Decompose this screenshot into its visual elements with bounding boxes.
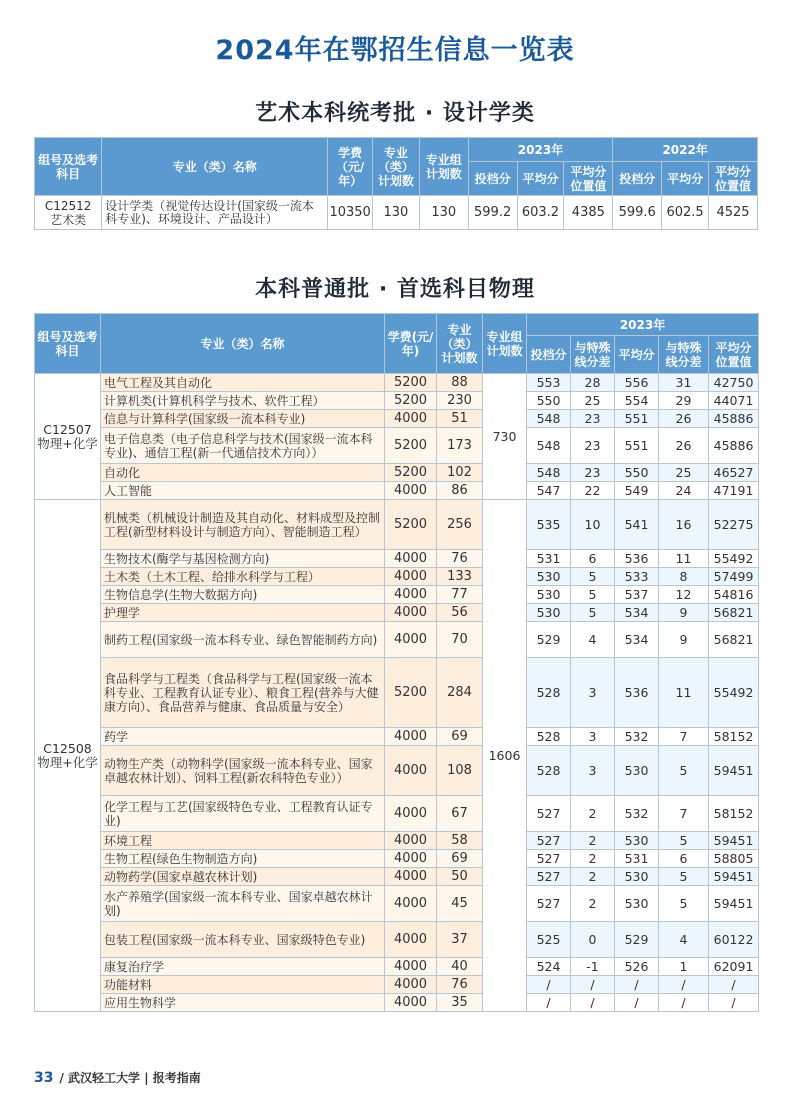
plan: 88 — [437, 374, 483, 392]
score-d1: -1 — [571, 958, 615, 976]
header-group-plan: 专业组计划数 — [483, 314, 527, 374]
score-t: 528 — [527, 746, 571, 796]
plan: 40 — [437, 958, 483, 976]
fee: 4000 — [385, 958, 437, 976]
score-t: / — [527, 994, 571, 1012]
table-row — [35, 410, 759, 428]
group-plan: 130 — [419, 196, 468, 230]
major-name: 动物药学(国家卓越农林计划) — [101, 868, 385, 886]
major-name: 应用生物科学 — [101, 994, 385, 1012]
score-d1: 5 — [571, 586, 615, 604]
score-d1: / — [571, 994, 615, 1012]
score-d1: 2 — [571, 796, 615, 832]
score-a: 537 — [615, 586, 659, 604]
header-group-plan: 专业组计划数 — [419, 138, 468, 196]
group-code: C12512 艺术类 — [35, 196, 102, 230]
score-d2: 16 — [659, 500, 709, 550]
table-row — [35, 850, 759, 868]
fee: 4000 — [385, 482, 437, 500]
score-p: 59451 — [709, 832, 759, 850]
score-d2: 26 — [659, 428, 709, 464]
major-name: 电子信息类（电子信息科学与技术(国家级一流本科专业)、通信工程(新一代通信技术方向）） — [101, 428, 385, 464]
toudang-2023: 599.2 — [468, 196, 517, 230]
header-plan: 专业（类）计划数 — [437, 314, 483, 374]
score-t: 524 — [527, 958, 571, 976]
table-row — [35, 976, 759, 994]
group-code: C12508 物理+化学 — [35, 500, 101, 1012]
score-p: 45886 — [709, 410, 759, 428]
page-footer — [34, 1069, 201, 1086]
header-diff1: 与特殊线分差 — [571, 336, 615, 374]
physics-admission-table — [34, 313, 759, 1012]
table-row — [35, 482, 759, 500]
score-a: 551 — [615, 428, 659, 464]
score-a: 541 — [615, 500, 659, 550]
score-d1: 3 — [571, 658, 615, 728]
score-d2: 1 — [659, 958, 709, 976]
major-name: 化学工程与工艺(国家级特色专业、工程教育认证专业) — [101, 796, 385, 832]
fee: 4000 — [385, 850, 437, 868]
major-name: 人工智能 — [101, 482, 385, 500]
table2-body — [35, 374, 759, 1012]
table-row — [35, 500, 759, 550]
score-d1: 2 — [571, 886, 615, 922]
score-p: 54816 — [709, 586, 759, 604]
header-year-2022: 2022年 — [613, 138, 758, 162]
score-a: 530 — [615, 868, 659, 886]
score-d1: 10 — [571, 500, 615, 550]
header-avgpos: 平均分位置值 — [709, 336, 759, 374]
score-a: 534 — [615, 622, 659, 658]
score-a: 554 — [615, 392, 659, 410]
major-name: 护理学 — [101, 604, 385, 622]
plan: 76 — [437, 976, 483, 994]
fee: 4000 — [385, 568, 437, 586]
plan: 58 — [437, 832, 483, 850]
table-row — [35, 994, 759, 1012]
score-a: 529 — [615, 922, 659, 958]
score-d2: 5 — [659, 832, 709, 850]
plan: 70 — [437, 622, 483, 658]
fee: 4000 — [385, 922, 437, 958]
header-diff2: 与特殊线分差 — [659, 336, 709, 374]
score-a: / — [615, 976, 659, 994]
fee: 4000 — [385, 832, 437, 850]
score-p: 62091 — [709, 958, 759, 976]
score-p: 60122 — [709, 922, 759, 958]
table-row — [35, 658, 759, 728]
score-a: 549 — [615, 482, 659, 500]
avgpos-2023: 4385 — [564, 196, 613, 230]
score-p: 58152 — [709, 728, 759, 746]
fee: 5200 — [385, 500, 437, 550]
score-a: 550 — [615, 464, 659, 482]
score-t: 527 — [527, 832, 571, 850]
table1-title: 艺术本科统考批 · 设计学类 — [255, 101, 535, 126]
score-t: 550 — [527, 392, 571, 410]
score-d2: 11 — [659, 658, 709, 728]
major-name: 康复治疗学 — [101, 958, 385, 976]
header-group: 组号及选考科目 — [35, 314, 101, 374]
plan: 108 — [437, 746, 483, 796]
score-p: / — [709, 976, 759, 994]
header-avgpos-2022: 平均分位置值 — [708, 162, 757, 196]
plan: 56 — [437, 604, 483, 622]
score-a: / — [615, 994, 659, 1012]
major-name: 信息与计算科学(国家级一流本科专业) — [101, 410, 385, 428]
fee: 4000 — [385, 886, 437, 922]
table-row — [35, 586, 759, 604]
header-group: 组号及选考科目 — [35, 138, 102, 196]
plan: 67 — [437, 796, 483, 832]
score-t: 529 — [527, 622, 571, 658]
major-name: 土木类（土木工程、给排水科学与工程） — [101, 568, 385, 586]
score-t: 535 — [527, 500, 571, 550]
table-row — [35, 868, 759, 886]
score-d1: 28 — [571, 374, 615, 392]
score-a: 536 — [615, 550, 659, 568]
score-a: 556 — [615, 374, 659, 392]
score-p: 52275 — [709, 500, 759, 550]
score-d2: 11 — [659, 550, 709, 568]
score-t: 527 — [527, 796, 571, 832]
plan: 230 — [437, 392, 483, 410]
score-d2: 31 — [659, 374, 709, 392]
score-d2: 5 — [659, 746, 709, 796]
table-row — [35, 728, 759, 746]
header-plan: 专业（类）计划数 — [373, 138, 420, 196]
score-p: 59451 — [709, 746, 759, 796]
score-d1: 3 — [571, 746, 615, 796]
score-d1: 0 — [571, 922, 615, 958]
plan: 77 — [437, 586, 483, 604]
avg-2023: 603.2 — [517, 196, 564, 230]
score-d1: 25 — [571, 392, 615, 410]
score-d2: 4 — [659, 922, 709, 958]
fee: 4000 — [385, 746, 437, 796]
score-d1: 2 — [571, 832, 615, 850]
score-t: / — [527, 976, 571, 994]
header-toudang-2023: 投档分 — [468, 162, 517, 196]
score-a: 533 — [615, 568, 659, 586]
fee: 4000 — [385, 622, 437, 658]
score-t: 528 — [527, 728, 571, 746]
major-name: 电气工程及其自动化 — [101, 374, 385, 392]
score-t: 553 — [527, 374, 571, 392]
major-name: 环境工程 — [101, 832, 385, 850]
score-p: / — [709, 994, 759, 1012]
table-row — [35, 886, 759, 922]
score-d1: 4 — [571, 622, 615, 658]
score-a: 551 — [615, 410, 659, 428]
major-name: 机械类（机械设计制造及其自动化、材料成型及控制工程(新型材料设计与制造方向）、智能制造工程） — [101, 500, 385, 550]
table-row — [35, 374, 759, 392]
fee: 5200 — [385, 392, 437, 410]
fee: 5200 — [385, 658, 437, 728]
score-d2: 6 — [659, 850, 709, 868]
fee: 4000 — [385, 410, 437, 428]
plan: 256 — [437, 500, 483, 550]
score-d1: 5 — [571, 568, 615, 586]
header-avg-2023: 平均分 — [517, 162, 564, 196]
fee: 4000 — [385, 728, 437, 746]
score-d1: 22 — [571, 482, 615, 500]
score-a: 531 — [615, 850, 659, 868]
score-d2: 24 — [659, 482, 709, 500]
major-name: 生物信息学(生物大数据方向) — [101, 586, 385, 604]
score-d1: 3 — [571, 728, 615, 746]
score-t: 530 — [527, 586, 571, 604]
score-t: 548 — [527, 464, 571, 482]
table2-title: 本科普通批 · 首选科目物理 — [255, 277, 535, 302]
major-name: 生物工程(绿色生物制造方向) — [101, 850, 385, 868]
score-a: 530 — [615, 832, 659, 850]
score-d2: 29 — [659, 392, 709, 410]
score-t: 531 — [527, 550, 571, 568]
score-t: 530 — [527, 604, 571, 622]
score-d2: 5 — [659, 868, 709, 886]
score-d2: 26 — [659, 410, 709, 428]
header-avgpos-2023: 平均分位置值 — [564, 162, 613, 196]
score-d2: 5 — [659, 886, 709, 922]
major-name: 功能材料 — [101, 976, 385, 994]
plan: 173 — [437, 428, 483, 464]
fee: 4000 — [385, 994, 437, 1012]
score-p: 47191 — [709, 482, 759, 500]
fee: 4000 — [385, 868, 437, 886]
score-a: 534 — [615, 604, 659, 622]
plan: 50 — [437, 868, 483, 886]
plan: 76 — [437, 550, 483, 568]
score-p: 44071 — [709, 392, 759, 410]
header-avg-2022: 平均分 — [662, 162, 709, 196]
score-d2: 7 — [659, 728, 709, 746]
score-p: 45886 — [709, 428, 759, 464]
score-t: 527 — [527, 886, 571, 922]
fee: 4000 — [385, 586, 437, 604]
major-name: 食品科学与工程类（食品科学与工程(国家级一流本科专业、工程教育认证专业）、粮食工程(营养与大健康方向）、食品营养与健康、食品质量与安全） — [101, 658, 385, 728]
header-fee: 学费(元/年) — [385, 314, 437, 374]
score-a: 536 — [615, 658, 659, 728]
score-t: 528 — [527, 658, 571, 728]
header-toudang: 投档分 — [527, 336, 571, 374]
plan: 45 — [437, 886, 483, 922]
score-p: 56821 — [709, 604, 759, 622]
table-row — [35, 568, 759, 586]
score-p: 57499 — [709, 568, 759, 586]
group-plan: 1606 — [483, 500, 527, 1012]
score-a: 532 — [615, 796, 659, 832]
score-t: 525 — [527, 922, 571, 958]
table-row — [35, 622, 759, 658]
table-row — [35, 464, 759, 482]
score-p: 58152 — [709, 796, 759, 832]
fee: 4000 — [385, 796, 437, 832]
table-row — [35, 428, 759, 464]
score-d2: 12 — [659, 586, 709, 604]
score-d1: / — [571, 976, 615, 994]
plan: 51 — [437, 410, 483, 428]
score-d1: 23 — [571, 410, 615, 428]
header-avg: 平均分 — [615, 336, 659, 374]
avg-2022: 602.5 — [662, 196, 709, 230]
table-row — [35, 392, 759, 410]
score-a: 530 — [615, 886, 659, 922]
table-row — [35, 550, 759, 568]
score-t: 547 — [527, 482, 571, 500]
score-d2: / — [659, 976, 709, 994]
score-p: 46527 — [709, 464, 759, 482]
major-name: 设计学类（视觉传达设计(国家级一流本科专业)、环境设计、产品设计） — [102, 196, 328, 230]
score-p: 59451 — [709, 868, 759, 886]
score-a: 530 — [615, 746, 659, 796]
score-p: 42750 — [709, 374, 759, 392]
table-row — [35, 958, 759, 976]
score-d2: 8 — [659, 568, 709, 586]
score-d2: 9 — [659, 604, 709, 622]
plan: 37 — [437, 922, 483, 958]
score-d2: 25 — [659, 464, 709, 482]
plan: 86 — [437, 482, 483, 500]
header-year-2023: 2023年 — [468, 138, 613, 162]
plan: 284 — [437, 658, 483, 728]
score-t: 548 — [527, 410, 571, 428]
table-row — [35, 796, 759, 832]
score-d2: / — [659, 994, 709, 1012]
table-row — [35, 196, 758, 230]
fee: 5200 — [385, 428, 437, 464]
major-name: 包装工程(国家级一流本科专业、国家级特色专业) — [101, 922, 385, 958]
page-title: 2024年在鄂招生信息一览表 — [215, 35, 575, 66]
major-name: 制药工程(国家级一流本科专业、绿色智能制药方向) — [101, 622, 385, 658]
toudang-2022: 599.6 — [613, 196, 662, 230]
header-fee: 学费（元/年） — [328, 138, 373, 196]
fee: 4000 — [385, 604, 437, 622]
header-major: 专业（类）名称 — [101, 314, 385, 374]
plan: 35 — [437, 994, 483, 1012]
score-d1: 5 — [571, 604, 615, 622]
plan: 130 — [373, 196, 420, 230]
score-t: 548 — [527, 428, 571, 464]
score-a: 526 — [615, 958, 659, 976]
major-name: 药学 — [101, 728, 385, 746]
score-p: 58805 — [709, 850, 759, 868]
score-d1: 6 — [571, 550, 615, 568]
table-row — [35, 922, 759, 958]
major-name: 生物技术(酶学与基因检测方向) — [101, 550, 385, 568]
score-t: 530 — [527, 568, 571, 586]
score-d1: 23 — [571, 464, 615, 482]
score-d1: 2 — [571, 868, 615, 886]
plan: 102 — [437, 464, 483, 482]
footer-text: / 武汉轻工大学 | 报考指南 — [59, 1071, 201, 1085]
score-p: 59451 — [709, 886, 759, 922]
score-p: 55492 — [709, 550, 759, 568]
score-p: 56821 — [709, 622, 759, 658]
header-toudang-2022: 投档分 — [613, 162, 662, 196]
major-name: 自动化 — [101, 464, 385, 482]
major-name: 计算机类(计算机科学与技术、软件工程） — [101, 392, 385, 410]
fee: 5200 — [385, 374, 437, 392]
group-plan: 730 — [483, 374, 527, 500]
avgpos-2022: 4525 — [708, 196, 757, 230]
fee: 4000 — [385, 550, 437, 568]
major-name: 动物生产类（动物科学(国家级一流本科专业、国家卓越农林计划）、饲料工程(新农科特色专业）） — [101, 746, 385, 796]
table-row — [35, 832, 759, 850]
fee: 10350 — [328, 196, 373, 230]
plan: 69 — [437, 850, 483, 868]
plan: 133 — [437, 568, 483, 586]
score-a: 532 — [615, 728, 659, 746]
table-row — [35, 604, 759, 622]
header-year-2023: 2023年 — [527, 314, 759, 336]
score-t: 527 — [527, 868, 571, 886]
score-p: 55492 — [709, 658, 759, 728]
page-number: 33 — [34, 1070, 54, 1086]
fee: 4000 — [385, 976, 437, 994]
score-d1: 23 — [571, 428, 615, 464]
score-d2: 9 — [659, 622, 709, 658]
score-d1: 2 — [571, 850, 615, 868]
plan: 69 — [437, 728, 483, 746]
group-code: C12507 物理+化学 — [35, 374, 101, 500]
fee: 5200 — [385, 464, 437, 482]
score-t: 527 — [527, 850, 571, 868]
score-d2: 7 — [659, 796, 709, 832]
header-major: 专业（类）名称 — [102, 138, 328, 196]
table-row — [35, 746, 759, 796]
major-name: 水产养殖学(国家级一流本科专业、国家卓越农林计划) — [101, 886, 385, 922]
art-admission-table — [34, 137, 758, 230]
